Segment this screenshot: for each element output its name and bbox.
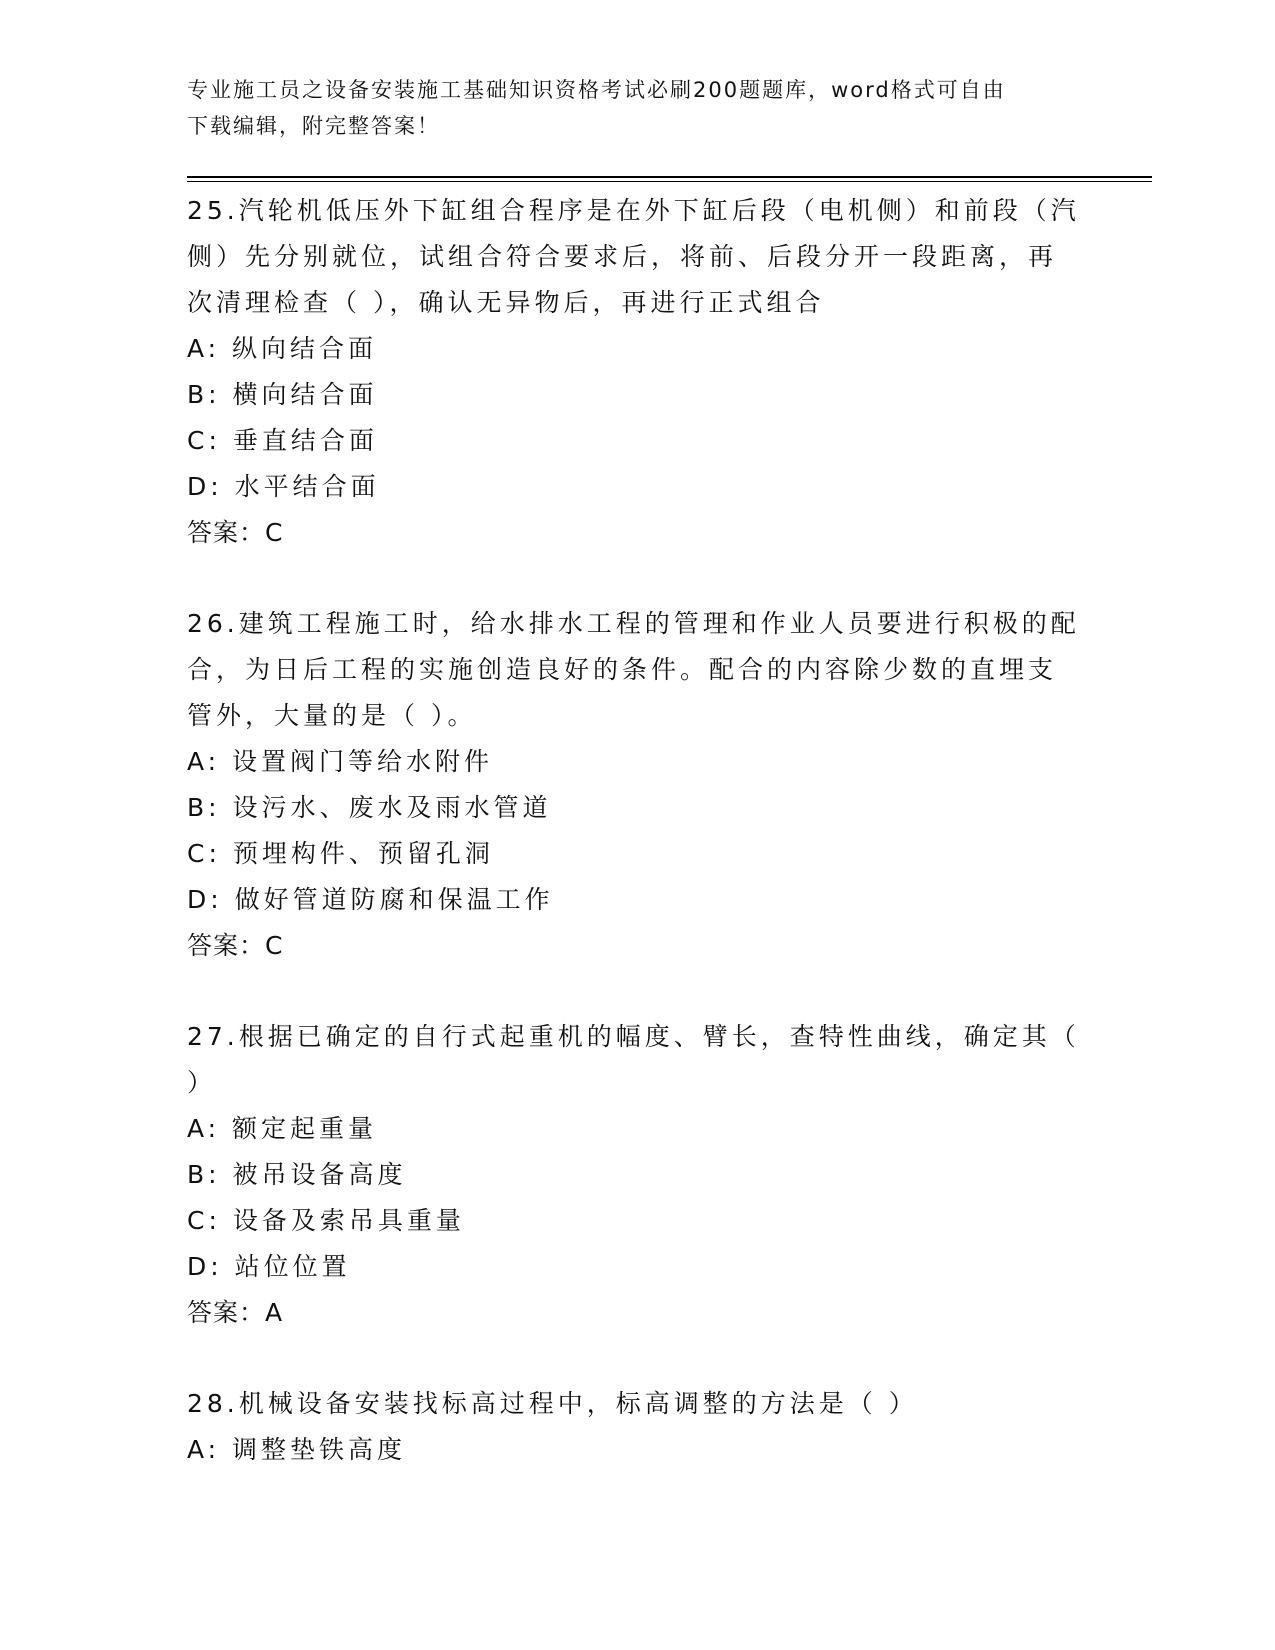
question-28 xyxy=(187,1381,1087,1473)
option-c: C: 垂直结合面 xyxy=(187,426,378,455)
header-rule-thick xyxy=(187,176,1152,178)
header-line-1: 专业施工员之设备安装施工基础知识资格考试必刷200题题库，word格式可自由 xyxy=(187,78,1006,102)
option-b: B: 横向结合面 xyxy=(187,380,378,409)
option-a: A: 纵向结合面 xyxy=(187,334,378,363)
option-a: A: 额定起重量 xyxy=(187,1114,378,1143)
spacer xyxy=(187,1336,1087,1381)
question-text-line: 26.建筑工程施工时，给水排水工程的管理和作业人员要进行积极的配 xyxy=(187,609,1080,638)
question-25 xyxy=(187,188,1087,556)
option-d: D: 水平结合面 xyxy=(187,472,380,501)
option-a: A: 设置阀门等给水附件 xyxy=(187,747,494,776)
answer: 答案：A xyxy=(187,1298,284,1327)
question-text-line: 合，为日后工程的实施创造良好的条件。配合的内容除少数的直埋支 xyxy=(187,655,1058,684)
document-header xyxy=(187,72,1067,144)
question-27 xyxy=(187,1014,1087,1336)
question-text-line: 25.汽轮机低压外下缸组合程序是在外下缸后段（电机侧）和前段（汽 xyxy=(187,196,1080,225)
spacer xyxy=(187,556,1087,601)
option-c: C: 预埋构件、预留孔洞 xyxy=(187,839,494,868)
option-a: A: 调整垫铁高度 xyxy=(187,1435,407,1464)
option-c: C: 设备及索吊具重量 xyxy=(187,1206,465,1235)
answer: 答案：C xyxy=(187,931,284,960)
question-text-line: 侧）先分别就位，试组合符合要求后，将前、后段分开一段距离，再 xyxy=(187,242,1058,271)
option-d: D: 做好管道防腐和保温工作 xyxy=(187,885,554,914)
header-rule-thin xyxy=(187,181,1152,182)
option-b: B: 被吊设备高度 xyxy=(187,1160,407,1189)
header-line-2: 下载编辑，附完整答案！ xyxy=(187,114,440,138)
question-text-line: 27.根据已确定的自行式起重机的幅度、臂长，查特性曲线，确定其（ xyxy=(187,1022,1080,1051)
question-text-line: 28.机械设备安装找标高过程中，标高调整的方法是（ ） xyxy=(187,1389,918,1418)
question-text-line: ） xyxy=(187,1068,217,1097)
answer: 答案：C xyxy=(187,518,284,547)
question-list xyxy=(187,188,1087,1473)
question-text-line: 管外，大量的是（ ）。 xyxy=(187,701,477,730)
question-text-line: 次清理检查（ ），确认无异物后，再进行正式组合 xyxy=(187,288,825,317)
option-d: D: 站位位置 xyxy=(187,1252,351,1281)
question-26 xyxy=(187,601,1087,969)
spacer xyxy=(187,969,1087,1014)
option-b: B: 设污水、废水及雨水管道 xyxy=(187,793,552,822)
